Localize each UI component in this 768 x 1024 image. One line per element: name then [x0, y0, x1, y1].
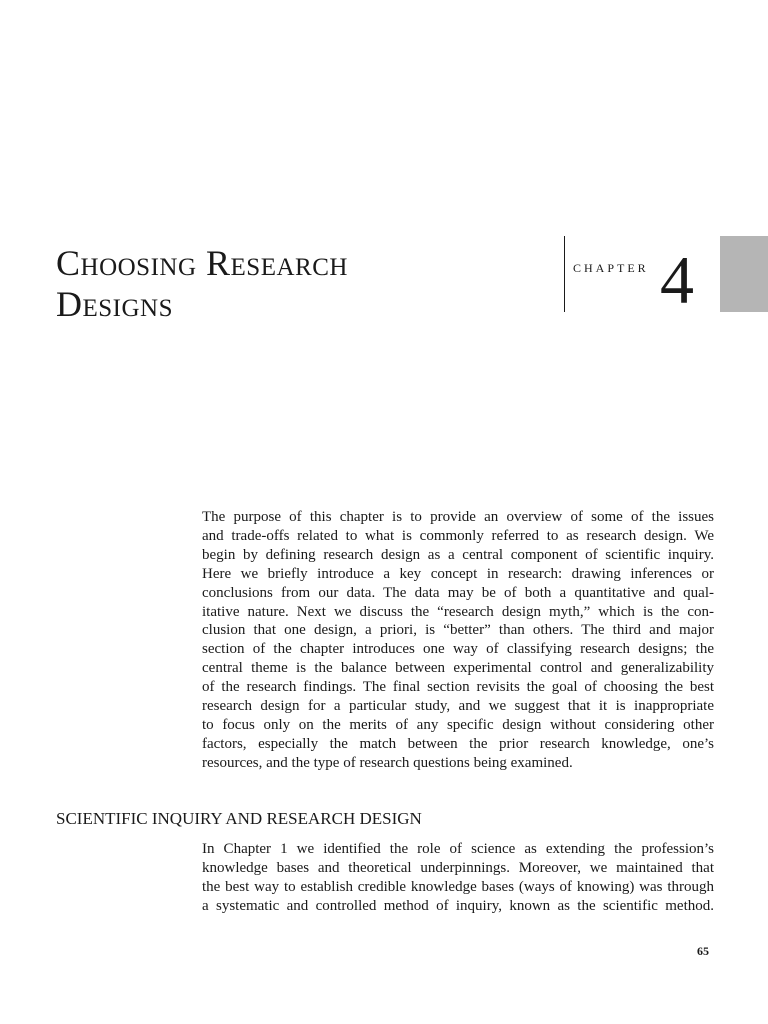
chapter-title-line: Choosing Research [56, 243, 348, 283]
paragraph-line: of the research findings. The final section revisits the goal of choosing the best [202, 679, 714, 696]
chapter-number: 4 [660, 242, 694, 318]
paragraph-line: Here we briefly introduce a key concept in research: drawing inferences or [202, 565, 714, 582]
paragraph-line: and trade-offs related to what is commonly referred to as research design. We [202, 527, 714, 544]
paragraph-line: The purpose of this chapter is to provide an overview of some of the issues [202, 509, 714, 525]
chapter-label: CHAPTER [573, 261, 649, 275]
paragraph-line: In Chapter 1 we identified the role of science as extending the profession’s [202, 841, 714, 857]
intro-paragraph [202, 508, 714, 773]
paragraph-line: knowledge bases and theoretical underpinnings. Moreover, we maintained that [202, 859, 714, 876]
paragraph-line: factors, especially the match between the prior research knowledge, one’s [202, 735, 714, 752]
chapter-divider [564, 236, 565, 312]
paragraph-line: a systematic and controlled method of inquiry, known as the scientific method. [202, 897, 714, 914]
chapter-title [56, 243, 348, 325]
paragraph-line: central theme is the balance between experimental control and generalizability [202, 660, 714, 677]
paragraph-line: the best way to establish credible knowledge bases (ways of knowing) was through [202, 878, 714, 895]
paragraph-line: to focus only on the merits of any specific design without considering other [202, 716, 714, 733]
paragraph-line: itative nature. Next we discuss the “research design myth,” which is the con- [202, 603, 714, 620]
paragraph-line: clusion that one design, a priori, is “better” than others. The third and major [202, 622, 714, 639]
paragraph-line: resources, and the type of research questions being examined. [202, 754, 573, 771]
section-heading: SCIENTIFIC INQUIRY AND RESEARCH DESIGN [56, 809, 422, 828]
section-paragraph [202, 840, 714, 916]
paragraph-line: conclusions from our data. The data may be of both a quantitative and qual- [202, 584, 714, 601]
chapter-title-line: Designs [56, 284, 174, 324]
page-number: 65 [697, 944, 709, 958]
paragraph-line: begin by defining research design as a central component of scientific inquiry. [202, 546, 714, 563]
chapter-thumb-tab [720, 236, 768, 312]
paragraph-line: section of the chapter introduces one way of classifying research designs; the [202, 641, 714, 658]
paragraph-line: research design for a particular study, and we suggest that it is inappropriate [202, 698, 714, 715]
